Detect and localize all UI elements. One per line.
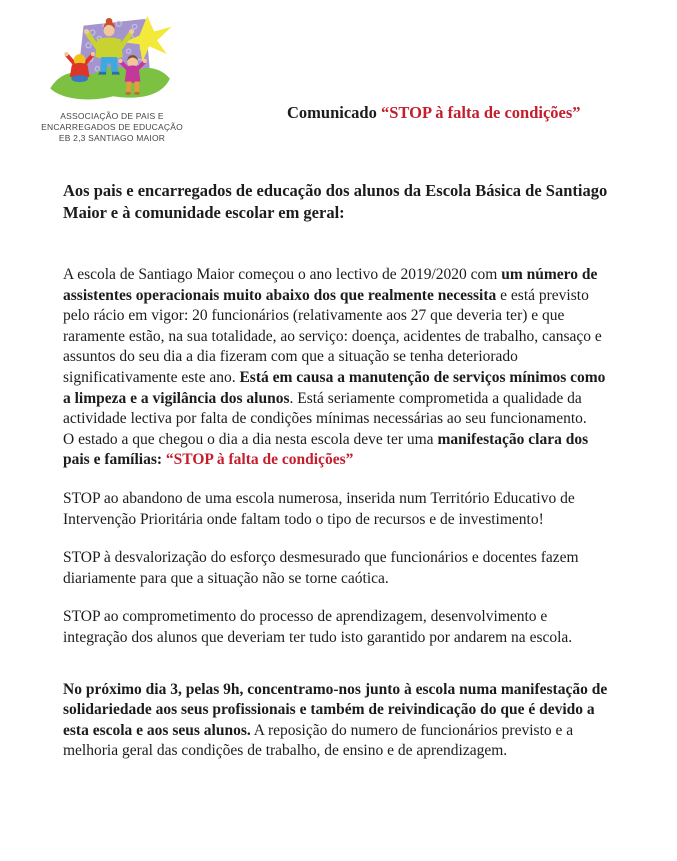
logo-caption-line: ENCARREGADOS DE EDUCAÇÃO [41, 122, 183, 132]
text-run: Está em causa a manutenção de serviços mínimos como a limpeza e a vigilância dos alunos [63, 368, 606, 407]
document-title [287, 103, 581, 123]
text-run: . Está seriamente comprometida a qualidade da actividade lectiva por falta de condições mínimas necessárias ao seu funcionamento. [63, 389, 587, 428]
text-run: STOP ao abandono de uma escola numerosa, inserida num Território Educativo de Intervenção Prioritária onde faltam todo o tipo de recursos e de investimento! [63, 489, 575, 528]
text-run: A escola de Santiago Maior começou o ano lectivo de 2019/2020 com [63, 266, 502, 283]
paragraph-convocatoria [63, 680, 615, 762]
text-run: Comunicado [287, 103, 381, 122]
association-logo-icon [48, 10, 176, 108]
paragraph-estado [63, 430, 615, 471]
text-run: No próximo dia 3, pelas 9h, concentramo-nos junto à escola numa manifestação de solidariedade aos seus profissionais e também de reivindicação do que é devido a esta escola e aos seus alunos. [63, 680, 608, 739]
text-run: “STOP à falta de condições” [165, 451, 354, 469]
paragraph-stop-comprometimento [63, 607, 615, 648]
text-run: “STOP à falta de condições” [380, 103, 581, 122]
document-body [63, 180, 615, 762]
paragraph-situation [63, 265, 615, 430]
text-run: manifestação clara dos pais e famílias: [63, 430, 589, 469]
logo-caption [20, 111, 204, 144]
text-run: STOP ao comprometimento do processo de aprendizagem, desenvolvimento e integração dos alunos que deveriam ter tudo isto garantido por andarem na escola. [63, 608, 573, 646]
paragraph-stop-abandono [63, 489, 615, 530]
text-run: STOP à desvalorização do esforço desmesurado que funcionários e docentes fazem diariamente para que a situação não se torne caótica. [63, 549, 579, 587]
paragraph-stop-desvalorizacao [63, 548, 615, 589]
document-header [0, 0, 677, 144]
logo-caption-line: EB 2,3 SANTIAGO MAIOR [58, 133, 166, 143]
text-run: e está previsto pelo rácio em vigor: 20 funcionários (relativamente aos 27 que deveria ter) e que raramente estão, na sua totalidade, ao serviço: doença, acidentes de trabalho, cansaço e assuntos do seu dia a dia fizeram com que a situação se tenha deteriorado significativamente este ano. [63, 286, 602, 386]
text-run: O estado a que chegou o dia a dia nesta escola deve ter uma [63, 430, 438, 448]
association-logo [20, 0, 204, 144]
salutation: Aos pais e encarregados de educação dos alunos da Escola Básica de Santiago Maior e à comunidade escolar em geral: [63, 181, 608, 222]
logo-caption-line: ASSOCIAÇÃO DE PAIS E [60, 111, 164, 121]
text-run: A reposição do numero de funcionários previsto e a melhoria geral das condições de trabalho, de ensino e de aprendizagem. [63, 721, 574, 760]
text-run: um número de assistentes operacionais muito abaixo dos que realmente necessita [63, 266, 598, 304]
